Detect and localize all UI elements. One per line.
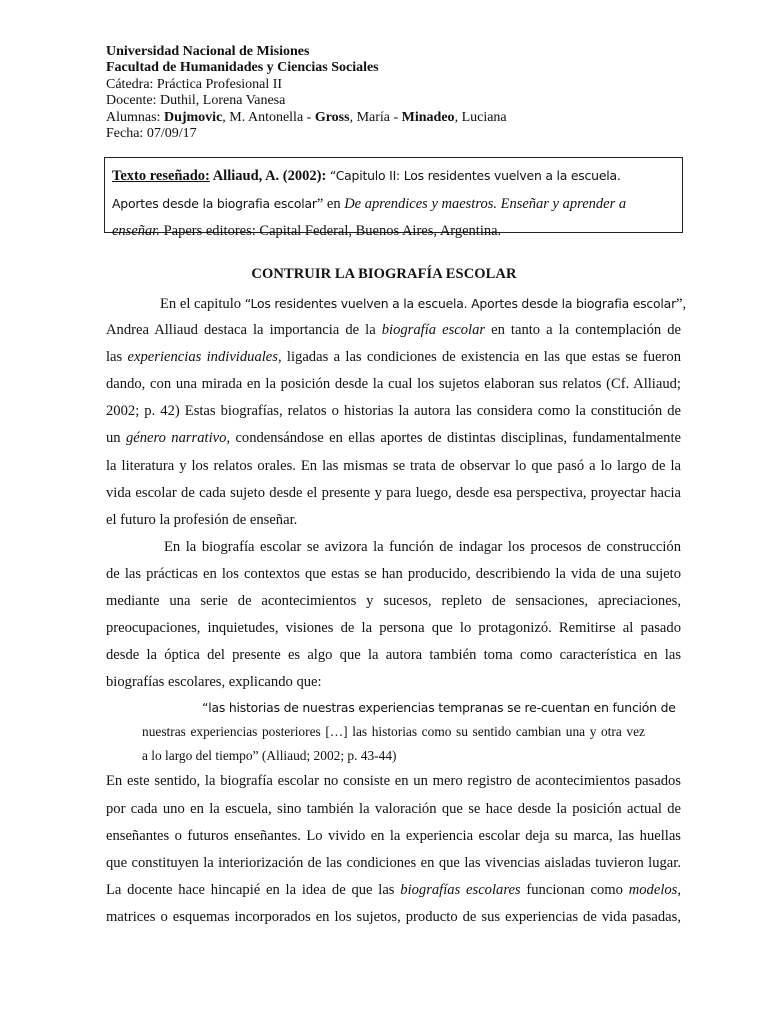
paragraph-1-line: vida escolar de cada sujeto desde el presente y para luego, desde esa perspectiva, proyectar hacia xyxy=(106,484,681,501)
paragraph-3-line: que constituyen la interiorización de las condiciones en que las vivencias aisladas tuvieron lugar. xyxy=(106,854,681,871)
quote-line: nuestras experiencias posteriores […] las historias como su sentido cambian una y otra vez xyxy=(142,724,645,740)
reference-line-3: enseñar. Papers editores: Capital Federal, Buenos Aires, Argentina. xyxy=(112,223,502,239)
docente-line: Docente: Duthil, Lorena Vanesa xyxy=(106,93,286,109)
document-header xyxy=(106,44,706,142)
paragraph-2-line: En la biografía escolar se avizora la función de indagar los procesos de construcción xyxy=(164,538,681,555)
paragraph-2-line: de las prácticas en los contextos que estas se han producido, describiendo la vida de una sujeto xyxy=(106,565,681,582)
document-body xyxy=(106,290,687,931)
paragraph-3-line: La docente hace hincapié en la idea de que las biografías escolares funcionan como modelos, xyxy=(106,881,681,898)
paragraph-1-line: Andrea Alliaud destaca la importancia de la biografía escolar en tanto a la contemplación de xyxy=(106,322,681,339)
alumnas-line: Alumnas: Dujmovic, M. Antonella - Gross, María - Minadeo, Luciana xyxy=(106,109,507,125)
fecha-line: Fecha: 07/09/17 xyxy=(106,126,197,142)
paragraph-2-line: biografías escolares, explicando que: xyxy=(106,674,322,691)
quote-line: a lo largo del tiempo” (Alliaud; 2002; p. 43-44) xyxy=(142,748,397,764)
paragraph-2-line: preocupaciones, inquietudes, visiones de la persona que lo protagonizó. Remitirse al pasado xyxy=(106,620,681,637)
paragraph-3-line: En este sentido, la biografía escolar no consiste en un mero registro de acontecimientos pasados xyxy=(106,773,681,790)
paragraph-1-line: En el capitulo “Los residentes vuelven a la escuela. Aportes desde la biografia escolar”, xyxy=(160,296,687,312)
paragraph-3-line: matrices o esquemas incorporados en los sujetos, producto de sus experiencias de vida pasadas, xyxy=(106,908,681,925)
paragraph-1-line: la literatura y los relatos orales. En las mismas se trata de observar lo que pasó a lo largo de la xyxy=(106,457,681,474)
reference-line-2: Aportes desde la biografia escolar” en De aprendices y maestros. Enseñar y aprender a xyxy=(112,196,627,212)
section-title: CONTRUIR LA BIOGRAFÍA ESCOLAR xyxy=(251,266,517,282)
catedra-line: Cátedra: Práctica Profesional II xyxy=(106,76,283,92)
paragraph-1-line: las experiencias individuales, ligadas a las condiciones de existencia en las que estas se fueron xyxy=(106,349,681,366)
paragraph-2-line: mediante una serie de acontecimientos y sucesos, repleto de sensaciones, apreciaciones, xyxy=(106,593,681,610)
block-quote xyxy=(106,696,681,768)
paragraph-2-line: desde la óptica del presente es algo que la autora también toma como característica en las xyxy=(106,647,681,664)
paragraph-3-line: por cada uno en la escuela, sino también la valoración que se hace desde la posición actual de xyxy=(106,800,681,817)
paragraph-1-line: 2002; p. 42) Estas biografías, relatos o historias la autora las considera como la constitución de xyxy=(106,403,681,420)
faculty-name: Facultad de Humanidades y Ciencias Sociales xyxy=(106,60,379,76)
quote-line: “las historias de nuestras experiencias tempranas se re-cuentan en función de xyxy=(202,700,676,716)
university-name: Universidad Nacional de Misiones xyxy=(106,44,310,59)
paragraph-1-line: un género narrativo, condensándose en ellas aportes de distintas disciplinas, fundamentalmente xyxy=(106,430,682,447)
paragraph-1-line: el futuro la profesión de enseñar. xyxy=(106,511,298,528)
reference-box xyxy=(104,157,683,239)
paragraph-3-line: enseñantes o futuros enseñantes. Lo vivido en la experiencia escolar deja su marca, las huellas xyxy=(106,827,681,844)
paragraph-1-line: dando, con una mirada en la posición desde la cual los sujetos elaboran sus relatos (Cf. Alliaud; xyxy=(106,376,681,393)
reference-line-1: Texto reseñado: Alliaud, A. (2002): “Capitulo II: Los residentes vuelven a la escuela. xyxy=(112,168,621,184)
